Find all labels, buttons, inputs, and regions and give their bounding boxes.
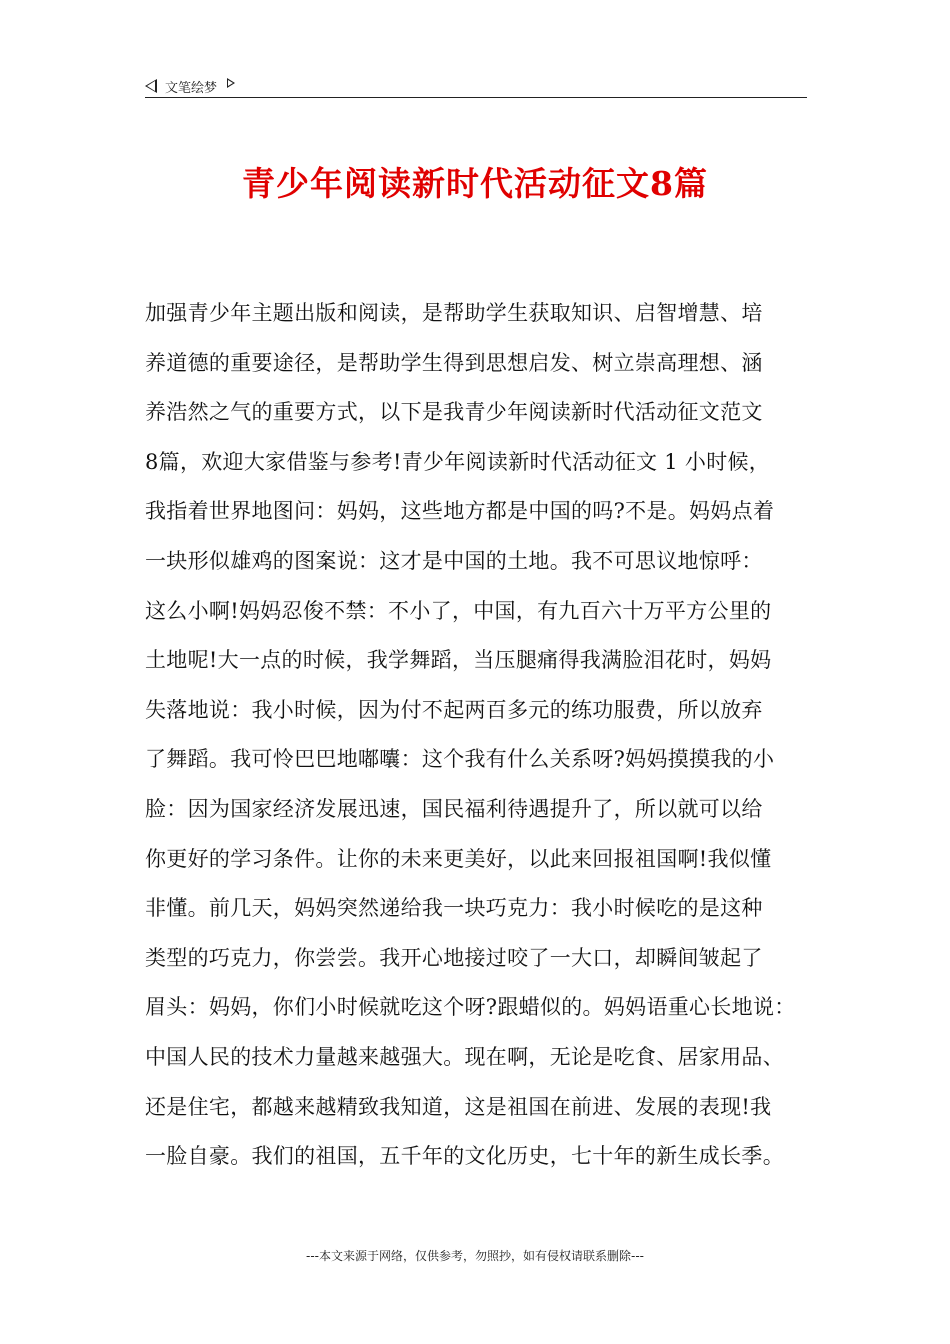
body-line: 土地呢!大一点的时候，我学舞蹈，当压腿痛得我满脸泪花时，妈妈	[145, 648, 772, 673]
body-line: 这么小啊!妈妈忍俊不禁：不小了，中国，有九百六十万平方公里的	[145, 598, 772, 623]
body-line: 养道德的重要途径，是帮助学生得到思想启发、树立崇高理想、涵	[145, 350, 763, 375]
body-line: 一块形似雄鸡的图案说：这才是中国的土地。我不可思议地惊呼：	[145, 548, 763, 573]
body-line: 我指着世界地图问：妈妈，这些地方都是中国的吗?不是。妈妈点着	[145, 499, 775, 524]
footer-notice: ---本文来源于网络，仅供参考，勿照抄，如有侵权请联系删除---	[306, 1249, 644, 1263]
triangle-left-icon	[145, 79, 157, 93]
document-title: 青少年阅读新时代活动征文8篇	[242, 164, 708, 203]
body-line: 加强青少年主题出版和阅读，是帮助学生获取知识、启智增慧、培	[145, 301, 763, 325]
body-line: 你更好的学习条件。让你的未来更美好，以此来回报祖国啊!我似懂	[145, 846, 772, 871]
triangle-right-icon	[227, 78, 235, 88]
body-line: 失落地说：我小时候，因为付不起两百多元的练功服费，所以放弃	[145, 697, 763, 722]
document-body	[145, 289, 815, 1182]
body-line: 一脸自豪。我们的祖国，五千年的文化历史，七十年的新生成长季。	[145, 1144, 784, 1169]
body-line: 类型的巧克力，你尝尝。我开心地接过咬了一大口，却瞬间皱起了	[145, 945, 763, 970]
body-line: 眉头：妈妈，你们小时候就吃这个呀?跟蜡似的。妈妈语重心长地说：	[145, 995, 796, 1020]
body-line: 中国人民的技术力量越来越强大。现在啊，无论是吃食、居家用品、	[145, 1044, 784, 1069]
body-line: 还是住宅，都越来越精致我知道，这是祖国在前进、发展的表现!我	[145, 1094, 772, 1119]
body-line: 脸：因为国家经济发展迅速，国民福利待遇提升了，所以就可以给	[145, 796, 763, 821]
body-line: 8篇，欢迎大家借鉴与参考!青少年阅读新时代活动征文 1 小时候，	[145, 449, 771, 474]
body-line: 了舞蹈。我可怜巴巴地嘟囔：这个我有什么关系呀?妈妈摸摸我的小	[145, 747, 775, 772]
header-brand: 文笔绘梦	[165, 80, 218, 96]
body-line: 非懂。前几天，妈妈突然递给我一块巧克力：我小时候吃的是这种	[145, 896, 763, 921]
body-line: 养浩然之气的重要方式，以下是我青少年阅读新时代活动征文范文	[145, 400, 763, 425]
page-header	[145, 74, 807, 98]
header-divider	[145, 97, 807, 98]
